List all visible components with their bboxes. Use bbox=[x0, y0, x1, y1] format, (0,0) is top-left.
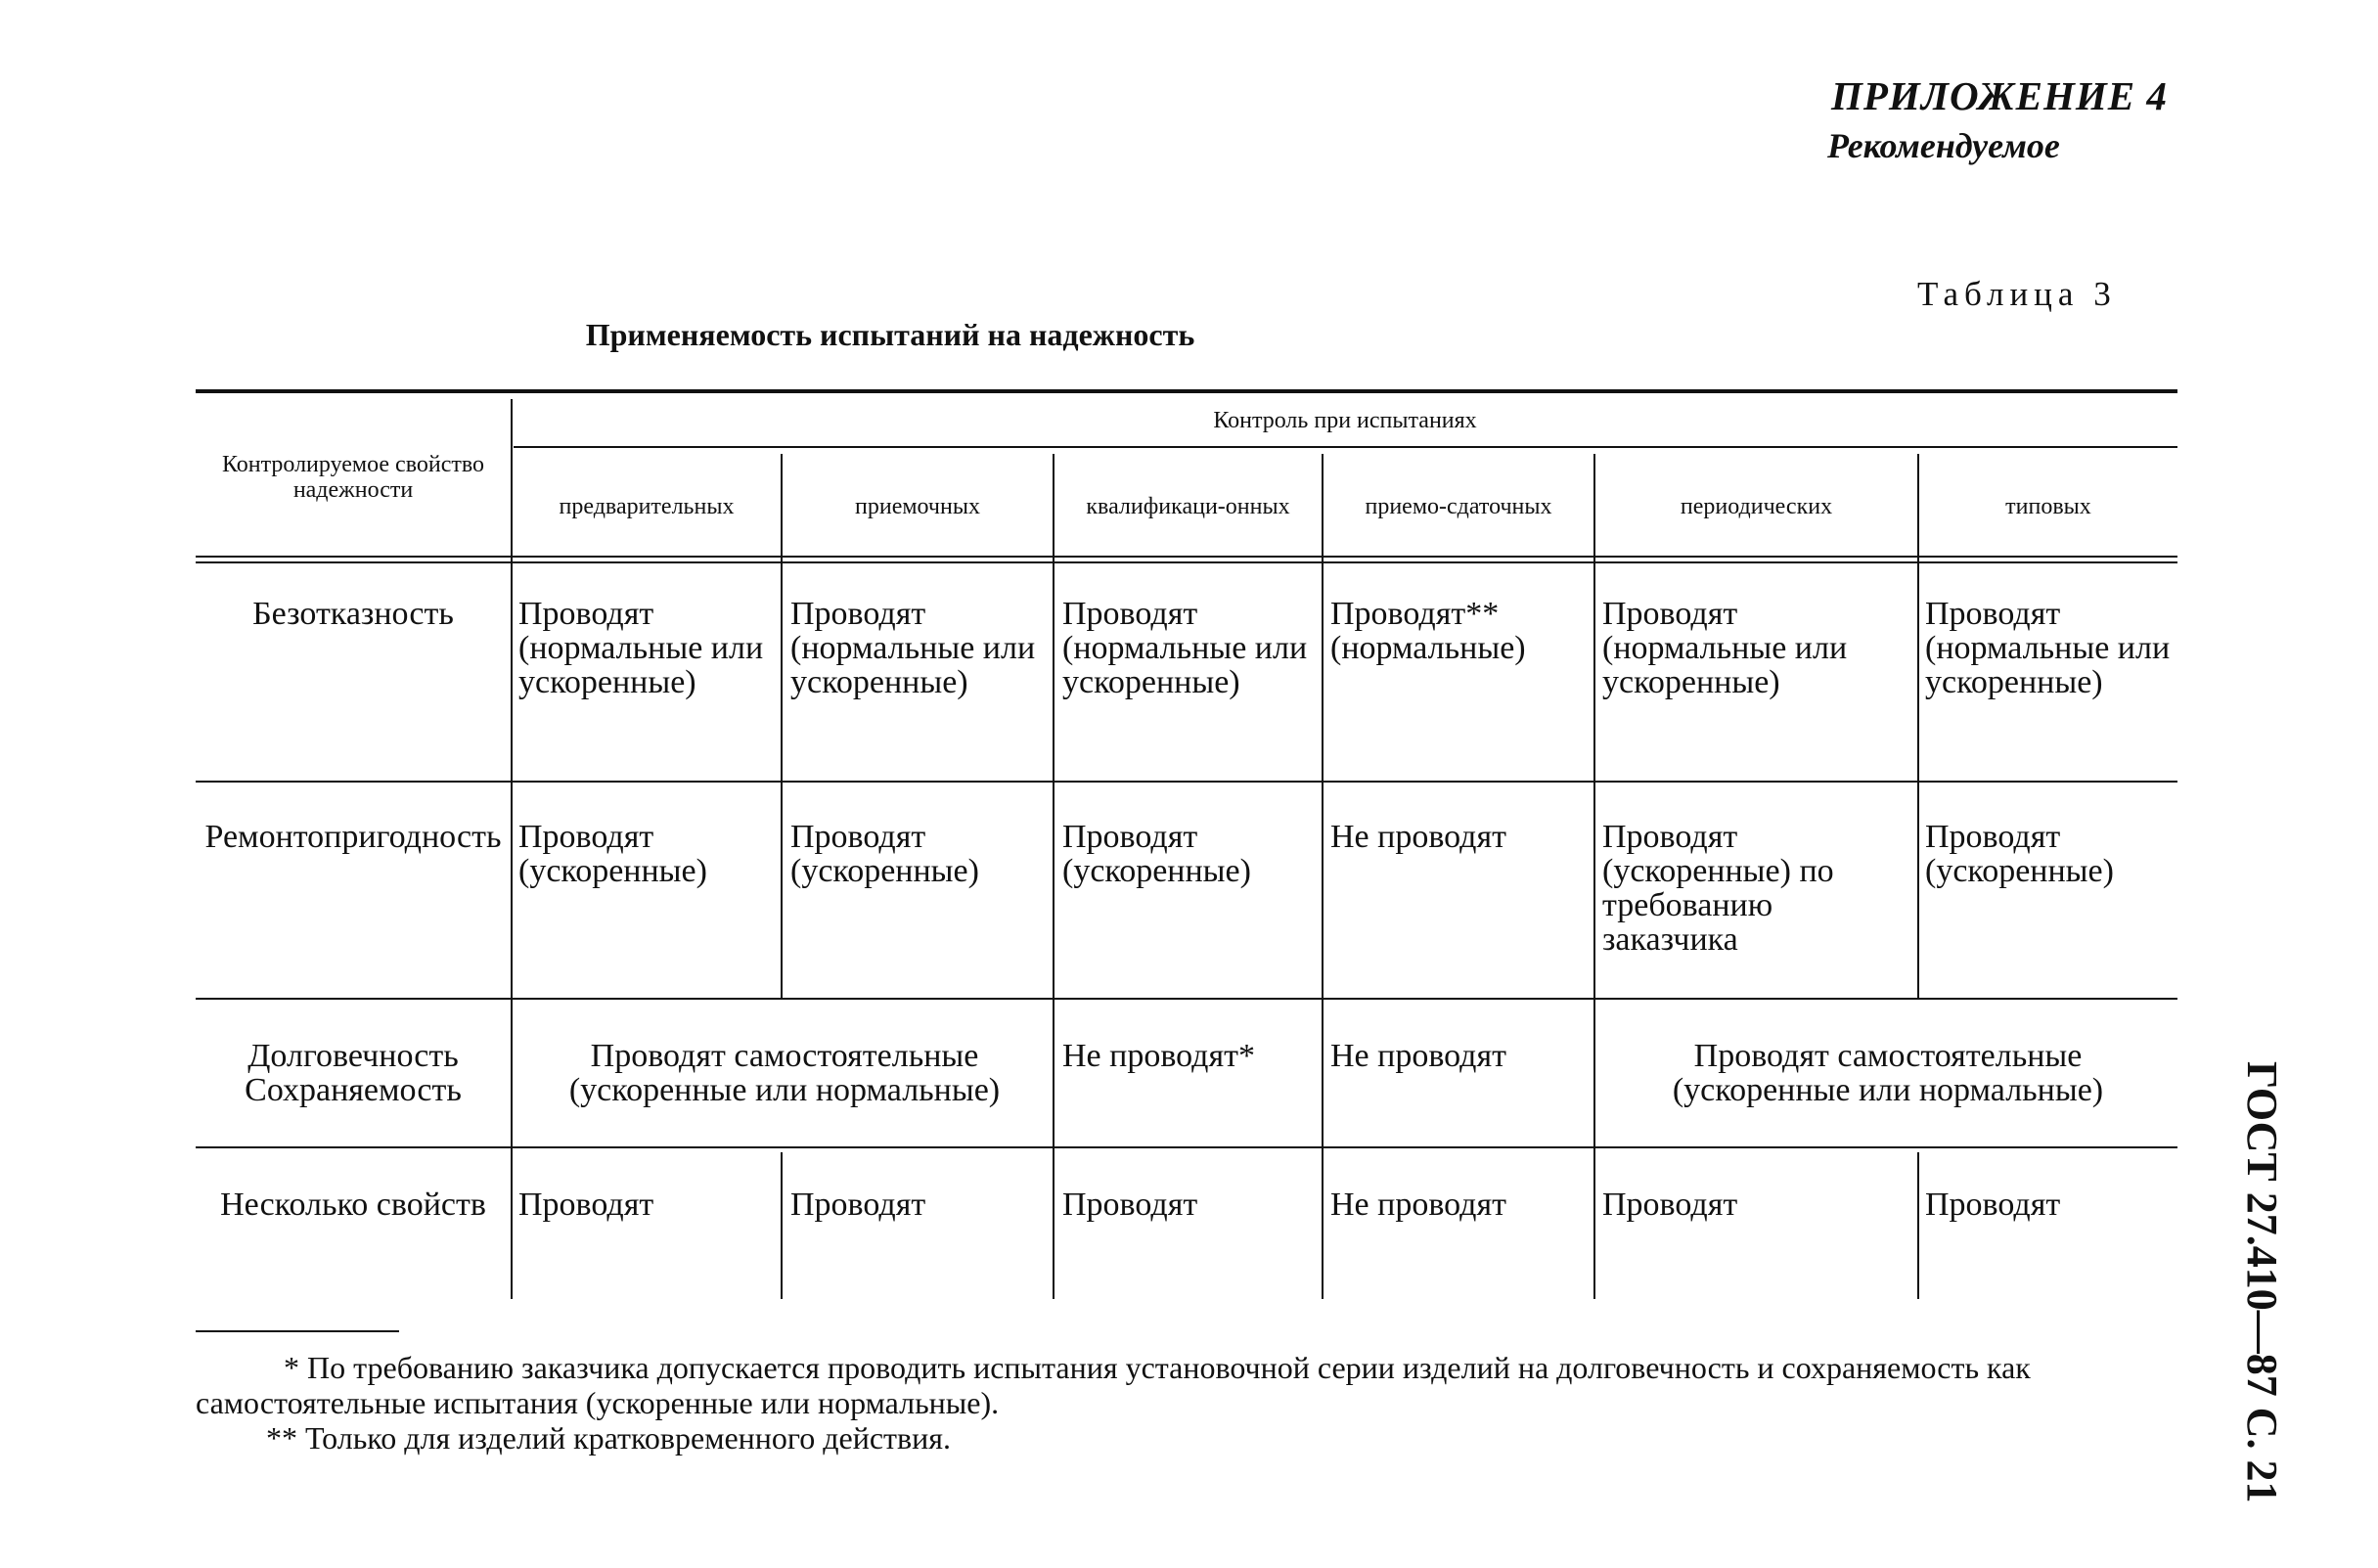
table-cell: Проводят (нормальные или ускоренные) bbox=[518, 596, 764, 700]
col-rule-3 bbox=[1322, 454, 1324, 1299]
col-header-type: типовых bbox=[2005, 494, 2091, 519]
col-header-qualification: квалификаци-онных bbox=[1086, 494, 1290, 519]
merged-cell-left: Проводят самостоятельные (ускоренные или нормальные) bbox=[568, 1038, 1001, 1108]
col-rule-5b bbox=[1917, 1152, 1919, 1299]
table-cell: Проводят (нормальные или ускоренные) bbox=[1602, 596, 1848, 700]
group-header: Контроль при испытаниях bbox=[1213, 408, 1477, 433]
table-cell: Не проводят* bbox=[1062, 1038, 1255, 1074]
row-label-several: Несколько свойств bbox=[220, 1187, 486, 1223]
table-cell: Проводят (ускоренные) bbox=[1062, 819, 1251, 889]
table-cell: Не проводят bbox=[1330, 1038, 1506, 1074]
row-rule-1 bbox=[196, 781, 2177, 783]
side-standard-label: ГОСТ 27.410—87 С. 21 bbox=[2238, 1061, 2286, 1503]
col-header-delivery: приемо-сдаточных bbox=[1365, 494, 1552, 519]
row-label-failure-free: Безотказность bbox=[252, 596, 454, 632]
header-bottom-rule-2 bbox=[196, 561, 2177, 563]
col-rule-4 bbox=[1593, 454, 1595, 1299]
col-header-preliminary: предварительных bbox=[559, 494, 735, 519]
group-header-rule bbox=[514, 446, 2177, 448]
reliability-tests-table bbox=[196, 389, 2177, 1299]
table-cell: Проводят (ускоренные) bbox=[518, 819, 707, 889]
col-header-periodic: периодических bbox=[1680, 494, 1833, 519]
table-cell: Проводят (нормальные или ускоренные) bbox=[1925, 596, 2171, 700]
appendix-label: ПРИЛОЖЕНИЕ 4 bbox=[1831, 73, 2168, 118]
row-label-durability: Долговечность Сохраняемость bbox=[245, 1038, 462, 1108]
footnote-1: * По требованию заказчика допускается проводить испытания установочной серии изделий на долговечность и сохраняемость как самостоятельные испытания (ускоренные или нормальные). bbox=[196, 1350, 2031, 1420]
table-cell: Не проводят bbox=[1330, 819, 1506, 855]
table-cell: Проводят (ускоренные) bbox=[790, 819, 979, 889]
table-cell: Проводят bbox=[518, 1187, 654, 1223]
appendix-status: Рекомендуемое bbox=[1827, 126, 2060, 165]
row-label-maintainability: Ремонтопригодность bbox=[204, 819, 502, 855]
row-rule-3 bbox=[196, 1146, 2177, 1148]
table-cell: Проводят (ускоренные) bbox=[1925, 819, 2114, 889]
row-header: Контролируемое свойство надежности bbox=[221, 452, 485, 503]
footnote-rule bbox=[196, 1330, 399, 1332]
col-rule-1b bbox=[781, 1152, 783, 1299]
row-rule-2 bbox=[196, 998, 2177, 1000]
table-cell: Проводят (ускоренные) по требованию заказчика bbox=[1602, 819, 1834, 958]
table-top-rule bbox=[196, 389, 2177, 393]
table-cell: Проводят** (нормальные) bbox=[1330, 596, 1526, 666]
header-bottom-rule bbox=[196, 556, 2177, 558]
table-cell: Проводят bbox=[1925, 1187, 2061, 1223]
col-rule-2 bbox=[1053, 454, 1054, 1299]
table-number: Таблица 3 bbox=[1917, 275, 2117, 313]
table-cell: Проводят bbox=[1602, 1187, 1738, 1223]
merged-cell-right: Проводят самостоятельные (ускоренные или нормальные) bbox=[1672, 1038, 2104, 1108]
table-cell: Проводят (нормальные или ускоренные) bbox=[790, 596, 1036, 700]
col-header-acceptance: приемочных bbox=[855, 494, 980, 519]
footnote-2: ** Только для изделий кратковременного действия. bbox=[266, 1420, 951, 1456]
table-cell: Проводят (нормальные или ускоренные) bbox=[1062, 596, 1308, 700]
table-cell: Проводят bbox=[1062, 1187, 1198, 1223]
table-title: Применяемость испытаний на надежность bbox=[585, 317, 1195, 352]
table-cell: Проводят bbox=[790, 1187, 926, 1223]
table-cell: Не проводят bbox=[1330, 1187, 1506, 1223]
